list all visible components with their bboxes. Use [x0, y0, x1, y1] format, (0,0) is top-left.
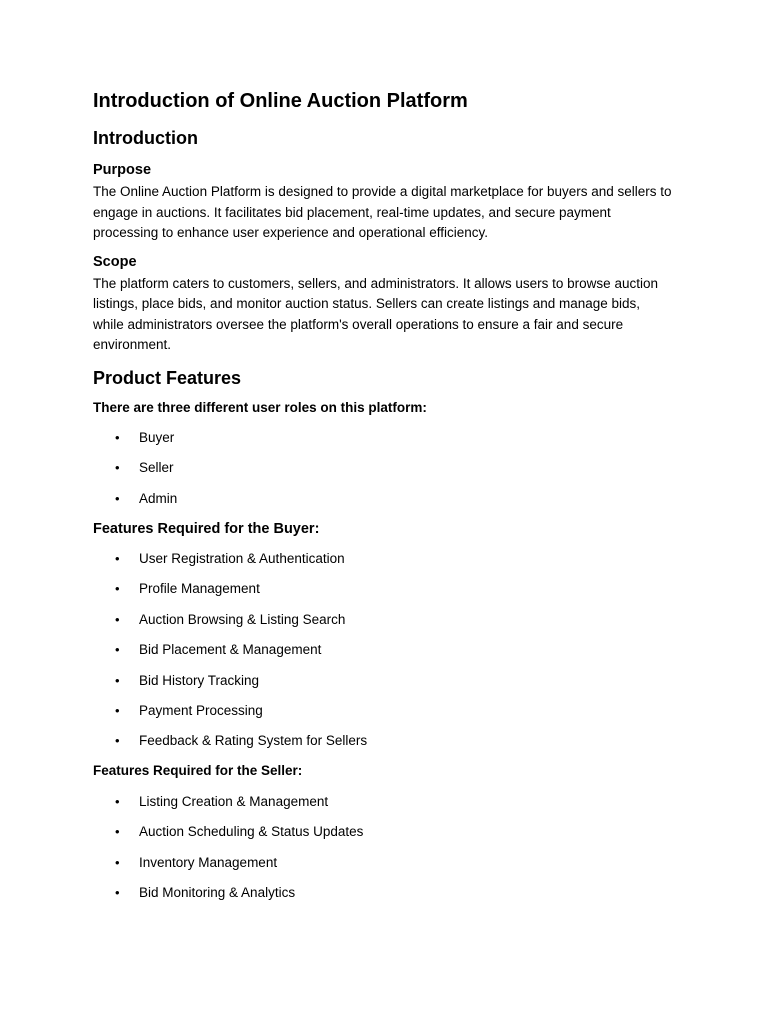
- list-item-label: Profile Management: [139, 581, 260, 597]
- bullet-icon: •: [115, 672, 120, 688]
- bullet-icon: •: [115, 611, 120, 627]
- list-item: [93, 822, 673, 842]
- list-item: [93, 701, 673, 721]
- scope-heading: Scope: [93, 253, 137, 270]
- list-item-label: Auction Browsing & Listing Search: [139, 611, 346, 627]
- list-item: [93, 458, 673, 478]
- purpose-text: The Online Auction Platform is designed to provide a digital marketplace for buyers and sellers to engage in auctions. It facilitates bid placement, real-time updates, and secure payment processing to enhance user experience and operational efficiency.: [93, 184, 672, 240]
- list-item: [93, 549, 673, 569]
- list-item-label: Inventory Management: [139, 854, 278, 870]
- bullet-icon: •: [115, 460, 120, 476]
- bullet-icon: •: [115, 733, 120, 749]
- seller-features-list: [93, 792, 673, 903]
- buyer-features-list: [93, 549, 673, 751]
- bullet-icon: •: [115, 490, 120, 506]
- bullet-icon: •: [115, 854, 120, 870]
- seller-features-heading: Features Required for the Seller:: [93, 763, 303, 779]
- buyer-features-heading: Features Required for the Buyer:: [93, 520, 320, 537]
- scope-text: The platform caters to customers, sellers, and administrators. It allows users to browse auction listings, place bids, and monitor auction status. Sellers can create listings and manage bids, while administrators oversee the platform's overall operations to ensure a fair and secure environment.: [93, 275, 658, 352]
- list-item-label: Buyer: [139, 429, 175, 445]
- bullet-icon: •: [115, 551, 120, 567]
- list-item-label: User Registration & Authentication: [139, 551, 345, 567]
- bullet-icon: •: [115, 793, 120, 809]
- bullet-icon: •: [115, 581, 120, 597]
- bullet-icon: •: [115, 429, 120, 445]
- list-item: [93, 579, 673, 599]
- list-item: [93, 489, 673, 509]
- roles-list: [93, 428, 673, 509]
- bullet-icon: •: [115, 824, 120, 840]
- list-item-label: Bid History Tracking: [139, 672, 260, 688]
- list-item-label: Auction Scheduling & Status Updates: [139, 824, 364, 840]
- purpose-heading: Purpose: [93, 162, 152, 178]
- bullet-icon: •: [115, 642, 120, 658]
- introduction-heading: Introduction: [93, 128, 198, 148]
- list-item-label: Bid Monitoring & Analytics: [139, 884, 296, 900]
- roles-intro: There are three different user roles on this platform:: [93, 399, 427, 415]
- bullet-icon: •: [115, 703, 120, 719]
- document-title: Introduction of Online Auction Platform: [93, 90, 468, 112]
- list-item: [93, 853, 673, 873]
- list-item: [93, 731, 673, 751]
- list-item: [93, 640, 673, 660]
- list-item: [93, 428, 673, 448]
- list-item-label: Seller: [139, 460, 174, 476]
- bullet-icon: •: [115, 884, 120, 900]
- list-item: [93, 610, 673, 630]
- list-item: [93, 792, 673, 812]
- document-page: [93, 88, 673, 903]
- product-features-heading: Product Features: [93, 367, 242, 388]
- list-item-label: Feedback & Rating System for Sellers: [139, 733, 368, 749]
- list-item-label: Payment Processing: [139, 703, 263, 719]
- list-item-label: Listing Creation & Management: [139, 793, 329, 809]
- list-item-label: Admin: [139, 490, 178, 506]
- list-item: [93, 671, 673, 691]
- list-item-label: Bid Placement & Management: [139, 642, 322, 658]
- list-item: [93, 883, 673, 903]
